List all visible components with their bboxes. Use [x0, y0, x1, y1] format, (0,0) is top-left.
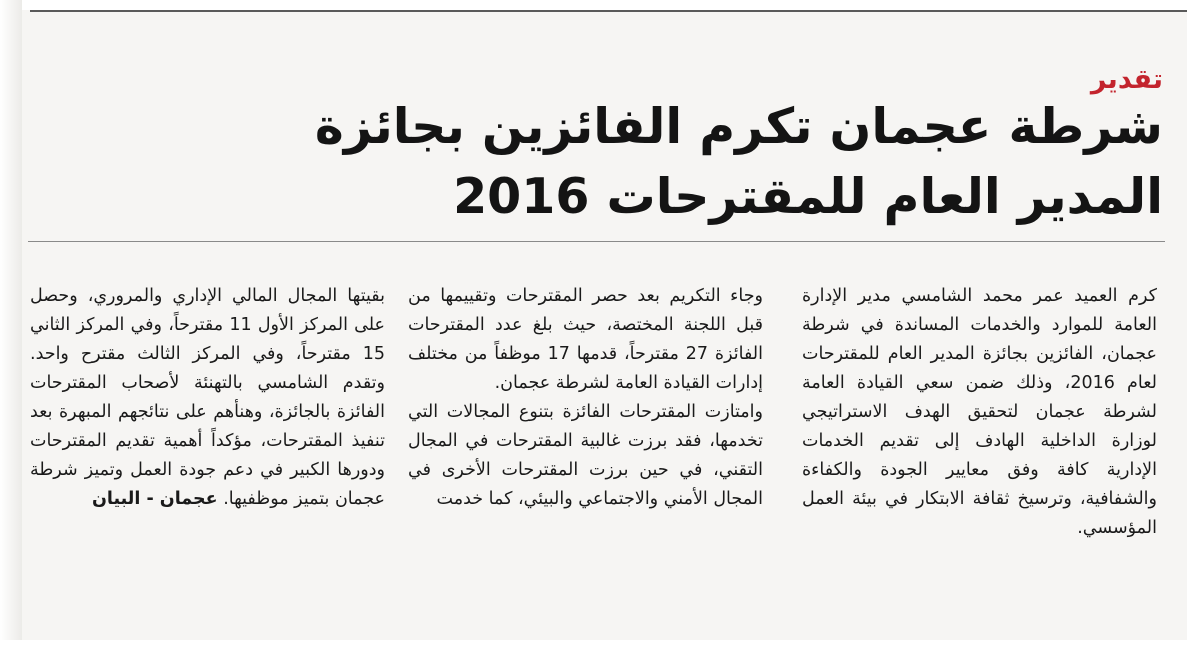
column-3-text: [30, 282, 385, 514]
headline: شرطة عجمان تكرم الفائزين بجائزة المدير العام للمقترحات 2016: [314, 98, 1163, 225]
scan-margin-left: [0, 0, 22, 660]
section-kicker: تقدير: [1090, 64, 1163, 95]
column-3-body: بقيتها المجال المالي الإداري والمروري، وحصل على المركز الأول 11 مقترحاً، وفي المركز الثاني 15 مقترحاً، وفي المركز الثالث مقترح واحد. وتقدم الشامسي بالتهنئة لأصحاب المقترحات الفائزة بالجائزة، وهنأهم على نتائجهم المبهرة بعد تنفيذ المقترحات، مؤكداً أهمية تقديم المقترحات ودورها الكبير في دعم جودة العمل وتميز شرطة عجمان بتميز موظفيها.: [30, 286, 385, 509]
article-column-3: [30, 282, 385, 627]
scan-margin-top: [0, 0, 1187, 10]
byline: عجمان - البيان: [91, 489, 218, 509]
column-2-paragraph-1: وجاء التكريم بعد حصر المقترحات وتقييمها من قبل اللجنة المختصة، حيث بلغ عدد المقترحات الفائزة 27 مقترحاً، قدمها 17 موظفاً من مختلف إدارات القيادة العامة لشرطة عجمان.: [408, 286, 763, 393]
article-column-1: [802, 282, 1157, 627]
scan-margin-bottom: [0, 640, 1187, 660]
column-2-paragraph-2: وامتازت المقترحات الفائزة بتنوع المجالات التي تخدمها، فقد برزت غالبية المقترحات في المجال التقني، في حين برزت المقترحات الأخرى في المجال الأمني والاجتماعي والبيئي، كما خدمت: [408, 402, 763, 509]
top-rule: [30, 10, 1187, 12]
column-1-text: كرم العميد عمر محمد الشامسي مدير الإدارة العامة للموارد والخدمات المساندة في شرطة عجمان، الفائزين بجائزة المدير العام للمقترحات لعام 2016، وذلك ضمن سعي القيادة العامة لشرطة عجمان لتحقيق الهدف الاستراتيجي لوزارة الداخلية الهادف إلى تقديم الخدمات الإدارية كافة وفق معايير الجودة والكفاءة والشفافية، وترسيخ ثقافة الابتكار في بيئة العمل المؤسسي.: [802, 286, 1157, 538]
headline-divider: [28, 241, 1165, 242]
article-column-2: [408, 282, 763, 627]
